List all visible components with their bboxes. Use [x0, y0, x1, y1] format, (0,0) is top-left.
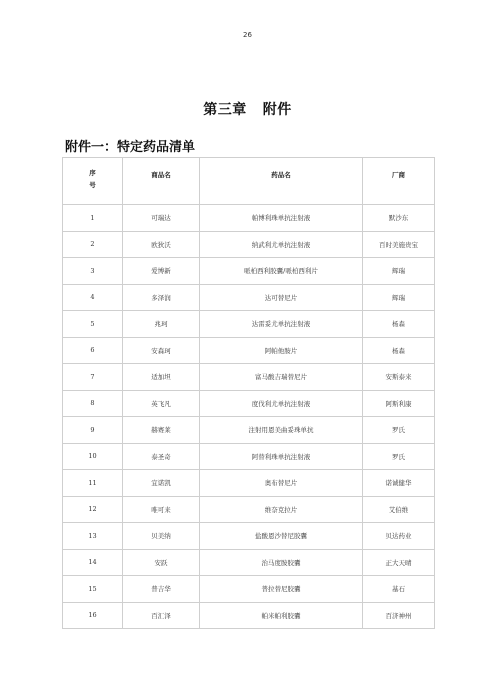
page-number: 26 [243, 31, 252, 39]
cell-no: 6 [63, 337, 123, 364]
cell-drug: 帕米帕利胶囊 [200, 602, 363, 629]
cell-brand: 欧狄沃 [123, 231, 200, 258]
cell-no: 9 [63, 417, 123, 444]
table-body [63, 205, 435, 629]
cell-brand: 百汇泽 [123, 602, 200, 629]
cell-brand: 泰圣奇 [123, 443, 200, 470]
cell-maker: 诺诚健华 [363, 470, 435, 497]
table-row [63, 337, 435, 364]
cell-no: 10 [63, 443, 123, 470]
section-title: 附件一：特定药品清单 [65, 140, 196, 155]
cell-maker: 罗氏 [363, 417, 435, 444]
drug-list-table [62, 157, 435, 629]
cell-brand: 多泽润 [123, 284, 200, 311]
cell-drug: 达可替尼片 [200, 284, 363, 311]
cell-brand: 贝美纳 [123, 523, 200, 550]
header-no [63, 158, 123, 205]
cell-no: 15 [63, 576, 123, 603]
cell-maker: 辉瑞 [363, 258, 435, 285]
cell-drug: 纳武利尤单抗注射液 [200, 231, 363, 258]
cell-drug: 注射用恩美曲妥珠单抗 [200, 417, 363, 444]
cell-brand: 唯可来 [123, 496, 200, 523]
table-row [63, 470, 435, 497]
table-row [63, 284, 435, 311]
cell-maker: 杨森 [363, 311, 435, 338]
cell-drug: 普拉替尼胶囊 [200, 576, 363, 603]
chapter-label: 第三章 [203, 102, 247, 118]
cell-drug: 帕博利珠单抗注射液 [200, 205, 363, 232]
table-row [63, 390, 435, 417]
cell-maker: 罗氏 [363, 443, 435, 470]
cell-maker: 基石 [363, 576, 435, 603]
table-row [63, 602, 435, 629]
cell-brand: 安跃 [123, 549, 200, 576]
cell-brand: 兆珂 [123, 311, 200, 338]
header-drug: 药品名 [200, 158, 363, 205]
cell-no: 11 [63, 470, 123, 497]
table-row [63, 205, 435, 232]
cell-no: 4 [63, 284, 123, 311]
cell-brand: 赫赛莱 [123, 417, 200, 444]
cell-no: 13 [63, 523, 123, 550]
cell-brand: 可瑞达 [123, 205, 200, 232]
cell-maker: 杨森 [363, 337, 435, 364]
table-row [63, 443, 435, 470]
header-maker: 厂商 [363, 158, 435, 205]
cell-maker: 安斯泰来 [363, 364, 435, 391]
cell-brand: 宜诺凯 [123, 470, 200, 497]
table-row [63, 576, 435, 603]
cell-brand: 爱博新 [123, 258, 200, 285]
cell-brand: 适加坦 [123, 364, 200, 391]
cell-no: 14 [63, 549, 123, 576]
cell-no: 1 [63, 205, 123, 232]
cell-no: 2 [63, 231, 123, 258]
cell-drug: 富马酸吉瑞替尼片 [200, 364, 363, 391]
cell-maker: 艾伯维 [363, 496, 435, 523]
cell-drug: 维奈克拉片 [200, 496, 363, 523]
cell-maker: 阿斯利康 [363, 390, 435, 417]
table-row [63, 258, 435, 285]
cell-drug: 度伐利尤单抗注射液 [200, 390, 363, 417]
table-row [63, 549, 435, 576]
cell-drug: 阿替利珠单抗注射液 [200, 443, 363, 470]
table-row [63, 364, 435, 391]
cell-brand: 安森珂 [123, 337, 200, 364]
cell-drug: 治马度胺胶囊 [200, 549, 363, 576]
table-header-row [63, 158, 435, 205]
cell-brand: 英飞凡 [123, 390, 200, 417]
table-row [63, 231, 435, 258]
table-row [63, 311, 435, 338]
chapter-title [0, 99, 495, 119]
cell-maker: 辉瑞 [363, 284, 435, 311]
table-row [63, 523, 435, 550]
cell-no: 3 [63, 258, 123, 285]
cell-no: 16 [63, 602, 123, 629]
cell-maker: 百济神州 [363, 602, 435, 629]
cell-drug: 达雷妥尤单抗注射液 [200, 311, 363, 338]
header-no-line1: 序 [89, 169, 96, 177]
header-brand: 商品名 [123, 158, 200, 205]
cell-no: 5 [63, 311, 123, 338]
cell-maker: 默沙东 [363, 205, 435, 232]
cell-maker: 正大天晴 [363, 549, 435, 576]
cell-brand: 普吉华 [123, 576, 200, 603]
cell-no: 8 [63, 390, 123, 417]
cell-drug: 阿帕他胺片 [200, 337, 363, 364]
cell-no: 7 [63, 364, 123, 391]
cell-no: 12 [63, 496, 123, 523]
cell-maker: 贝达药业 [363, 523, 435, 550]
cell-drug: 哌柏西利胶囊/哌柏西利片 [200, 258, 363, 285]
table-row [63, 496, 435, 523]
cell-maker: 百时美施贵宝 [363, 231, 435, 258]
table-row [63, 417, 435, 444]
cell-drug: 盐酸恩沙替尼胶囊 [200, 523, 363, 550]
chapter-name: 附件 [262, 102, 292, 118]
cell-drug: 奥布替尼片 [200, 470, 363, 497]
header-no-line2: 号 [89, 181, 96, 189]
